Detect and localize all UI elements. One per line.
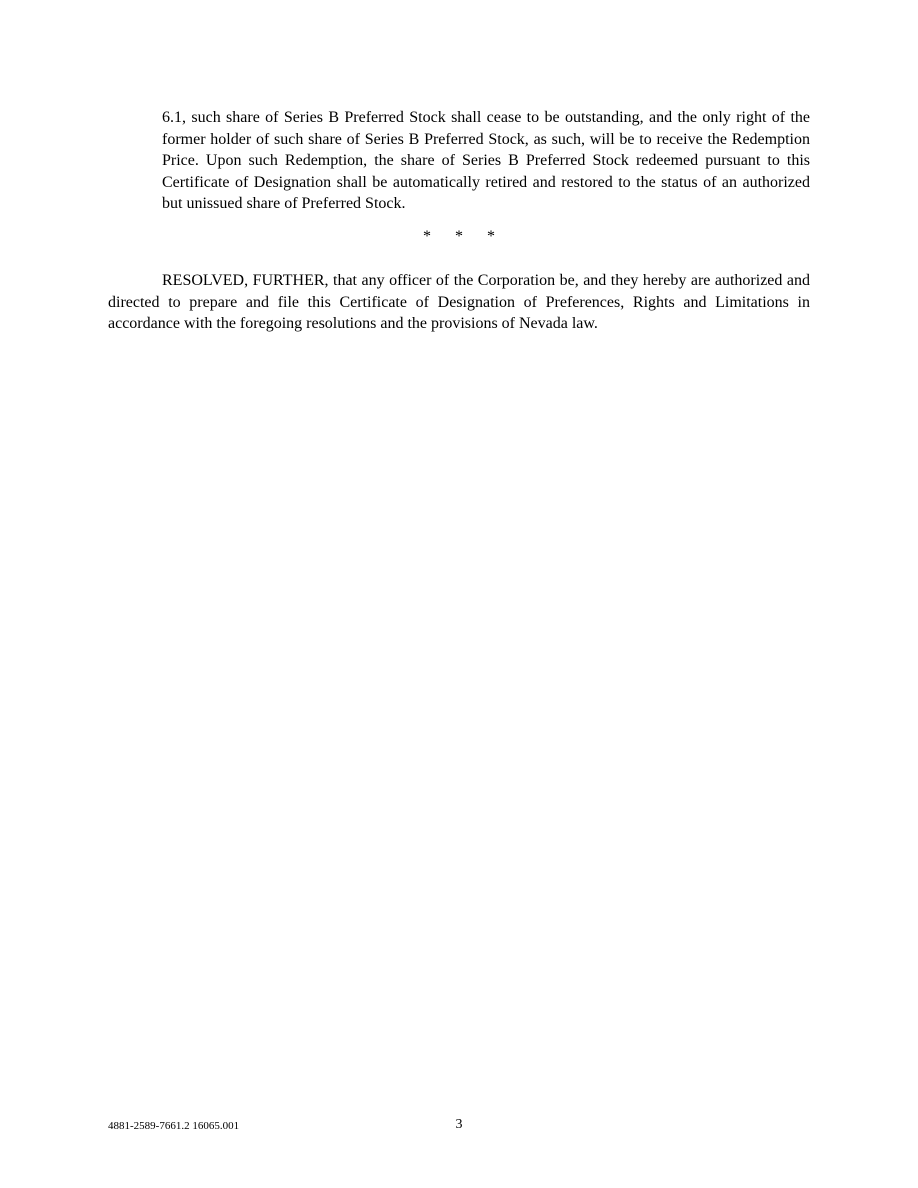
section-separator: * * * [423, 228, 505, 245]
resolved-paragraph: RESOLVED, FURTHER, that any officer of the Corporation be, and they hereby are authorized and directed to prepare and file this Certificate of Designation of Preferences, Rights and Limitations in accordance with the foregoing resolutions and the provisions of Nevada law. [108, 272, 810, 332]
footer-document-id: 4881-2589-7661.2 16065.001 [108, 1120, 240, 1132]
footer-page-number: 3 [455, 1117, 463, 1132]
continuation-paragraph: 6.1, such share of Series B Preferred Stock shall cease to be outstanding, and the only right of the former holder of such share of Series B Preferred Stock, as such, will be to receive the Redemption Price. Upon such Redemption, the share of Series B Preferred Stock redeemed pursuant to this Certificate of Designation shall be automatically retired and restored to the status of an authorized but unissued share of Preferred Stock. [162, 109, 810, 212]
